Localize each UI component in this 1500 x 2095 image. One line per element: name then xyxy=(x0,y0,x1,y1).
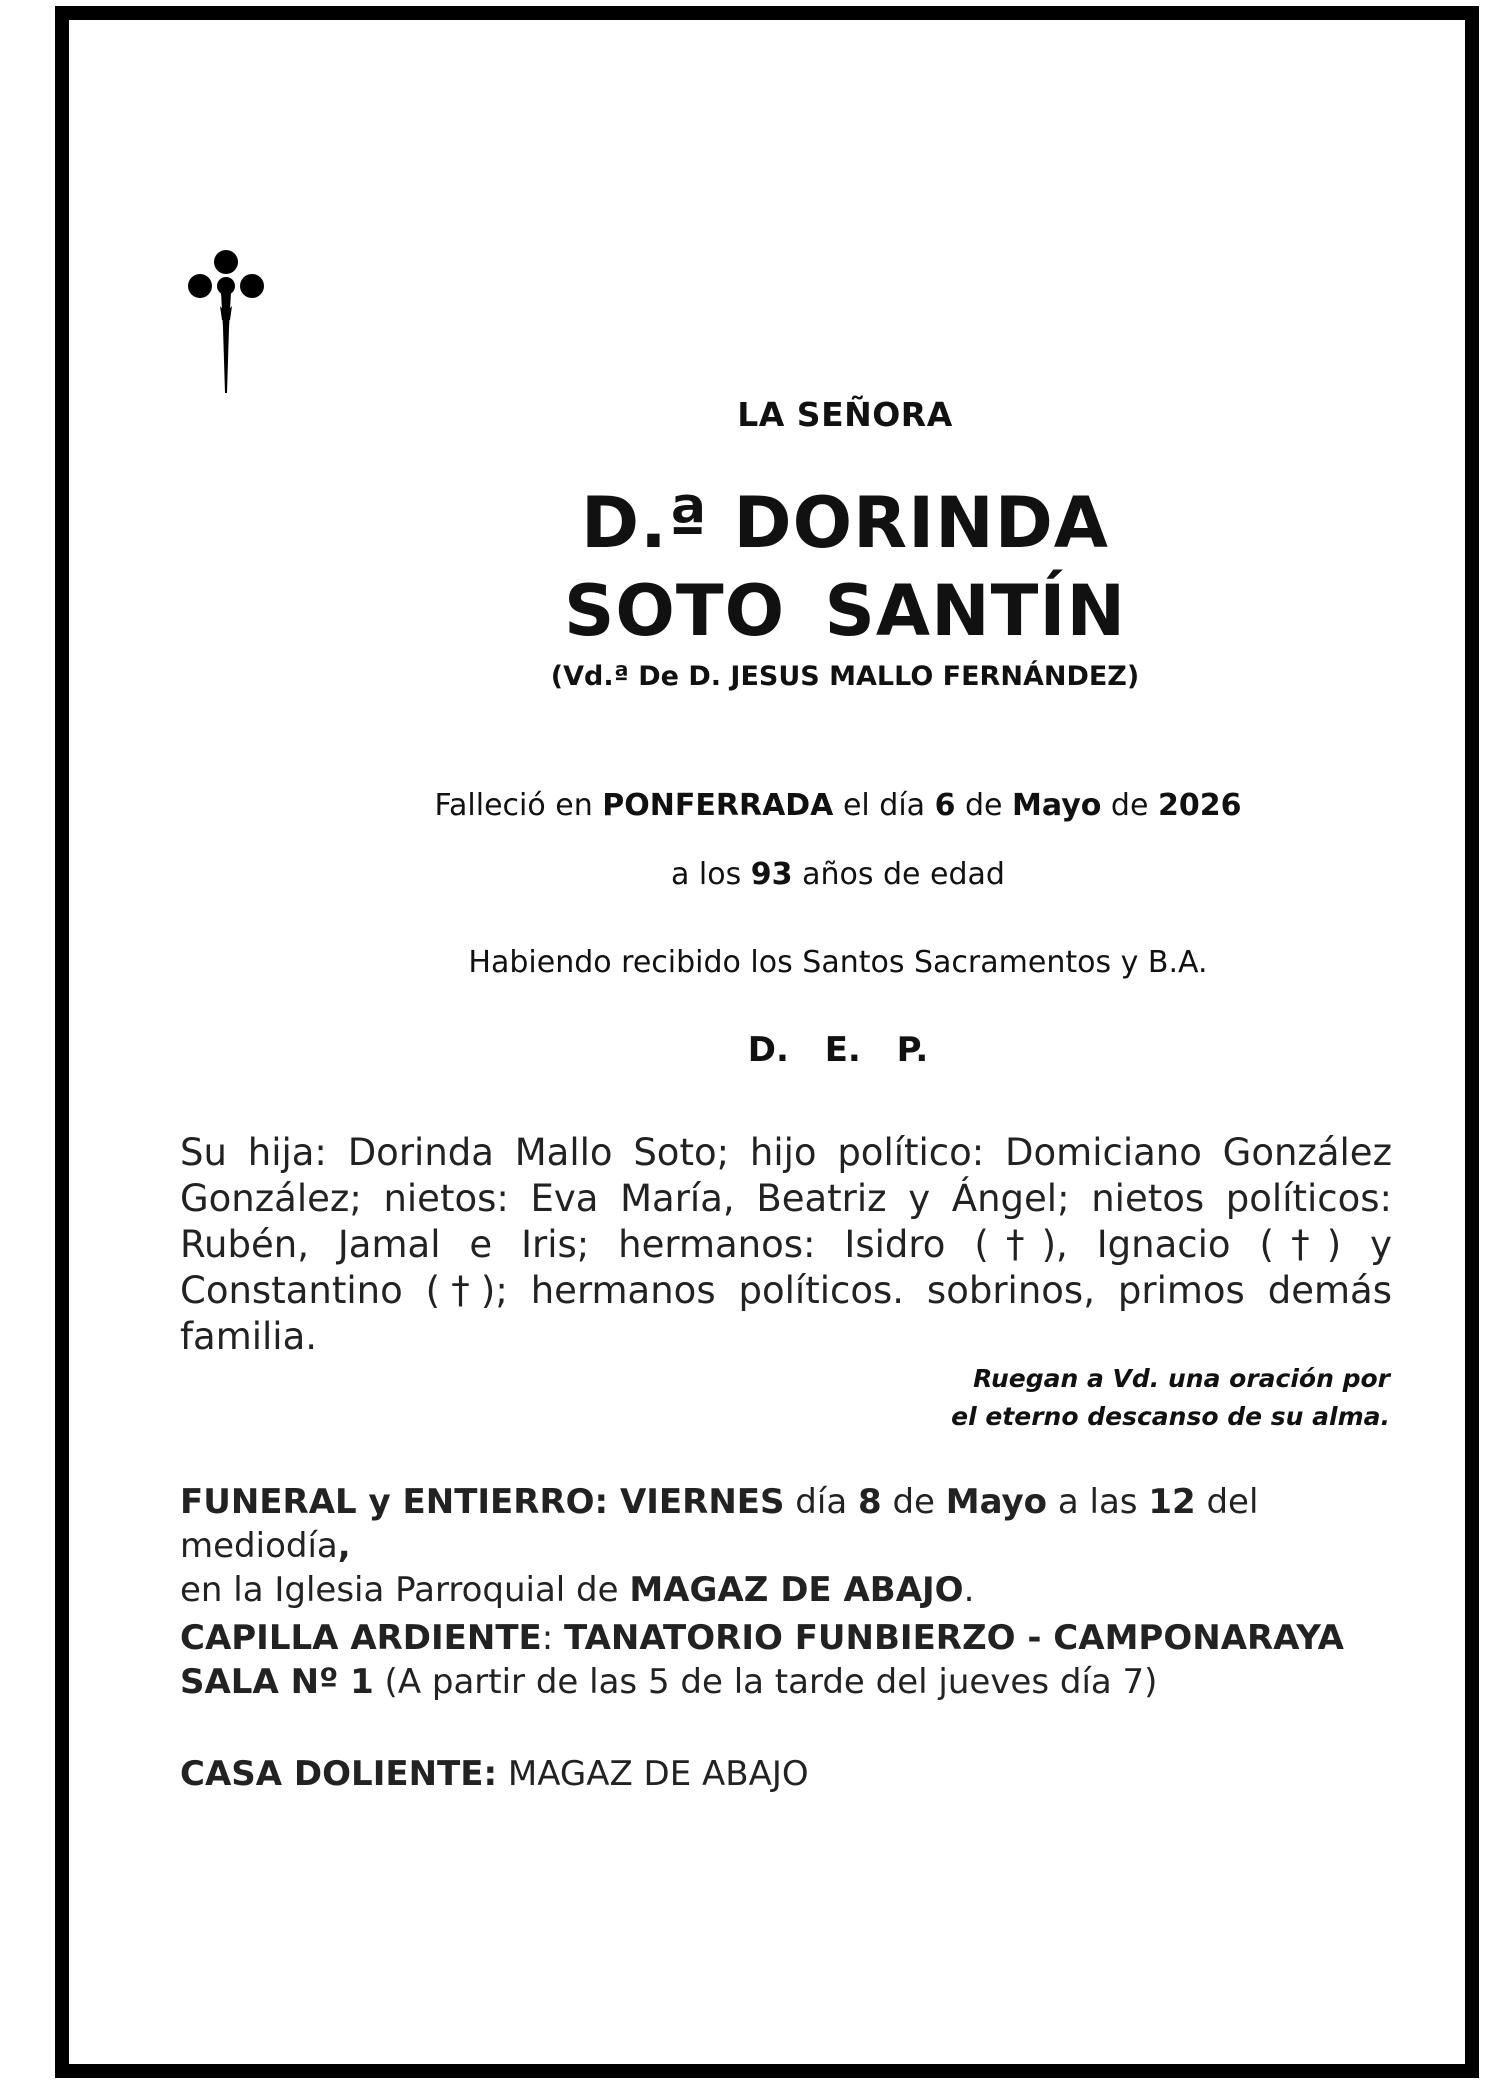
funeral-line-1: FUNERAL y ENTIERRO: VIERNES día 8 de Mayo a las 12 del mediodía, xyxy=(180,1482,1259,1566)
cross-of-saint-james-icon xyxy=(186,248,266,398)
age-line: a los 93 años de edad xyxy=(671,857,1005,892)
sacraments-line: Habiendo recibido los Santos Sacramentos y B.A. xyxy=(468,945,1208,980)
casa-doliente-line: CASA DOLIENTE: MAGAZ DE ABAJO xyxy=(180,1754,809,1794)
capilla-line-1: CAPILLA ARDIENTE: TANATORIO FUNBIERZO - CAMPONARAYA xyxy=(180,1618,1344,1658)
deceased-name-line2: SOTO SANTÍN xyxy=(563,570,1127,652)
capilla-line-2: SALA Nº 1 (A partir de las 5 de la tarde del jueves día 7) xyxy=(180,1662,1158,1702)
funeral-paragraph xyxy=(180,1480,1410,1612)
heading-la-senora: LA SEÑORA xyxy=(737,395,953,434)
deceased-name-line1: D.ª DORINDA xyxy=(581,482,1109,564)
capilla-paragraph xyxy=(180,1616,1410,1704)
widow-of-line: (Vd.ª De D. JESUS MALLO FERNÁNDEZ) xyxy=(550,661,1140,692)
death-line: Falleció en PONFERRADA el día 6 de Mayo de 2026 xyxy=(434,788,1242,823)
prayer-line-1: Ruegan a Vd. una oración por xyxy=(973,1364,1390,1393)
family-paragraph: Su hija: Dorinda Mallo Soto; hijo político: Domiciano González González; nietos: Eva María, Beatriz y Ángel; nietos políticos: Rubén, Jamal e Iris; hermanos: Isidro (†), Ignacio (†) y Constantino (†); hermanos políticos. sobrinos, primos demás familia. xyxy=(180,1131,1392,1358)
rip-line: D. E. P. xyxy=(747,1030,929,1070)
prayer-request xyxy=(800,1360,1390,1436)
funeral-line-2: en la Iglesia Parroquial de MAGAZ DE ABAJO. xyxy=(180,1570,975,1610)
prayer-line-2: el eterno descanso de su alma. xyxy=(951,1402,1390,1431)
